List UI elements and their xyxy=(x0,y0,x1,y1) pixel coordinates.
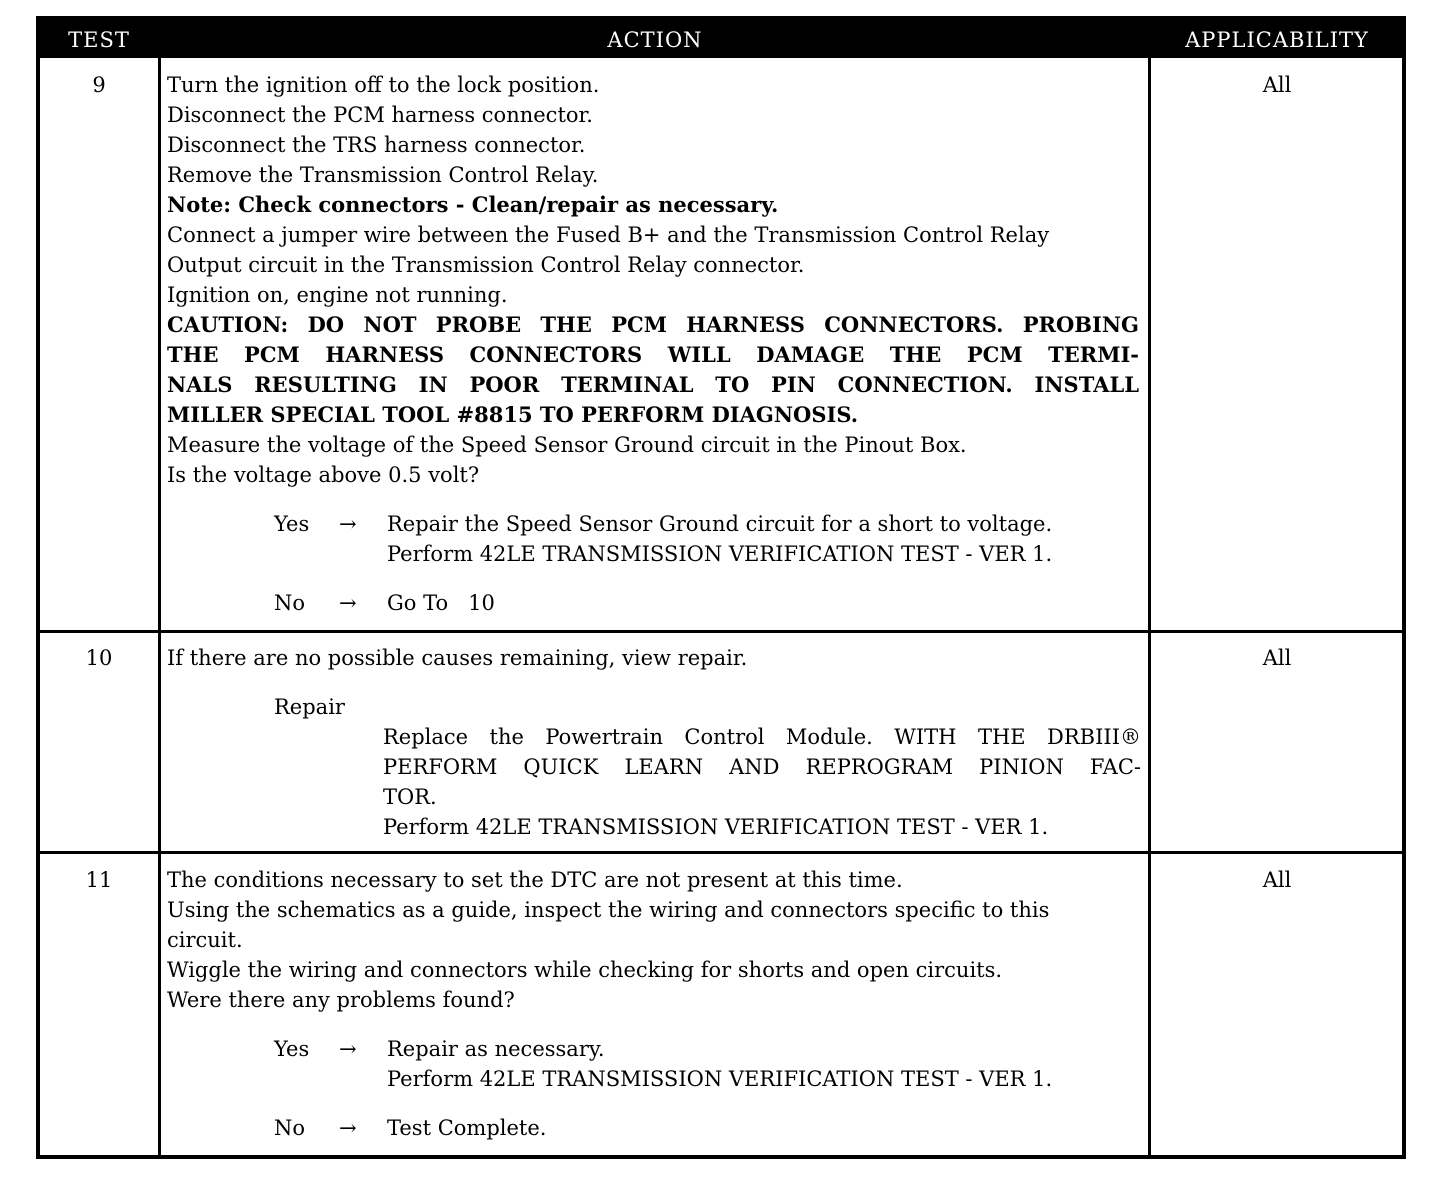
caution-line: NALS RESULTING IN POOR TERMINAL TO PIN CONNECTION. INSTALL xyxy=(167,372,1139,397)
action-line: Ignition on, engine not running. xyxy=(167,283,508,307)
action-line: Disconnect the TRS harness connector. xyxy=(167,133,586,157)
repair-line: Perform 42LE TRANSMISSION VERIFICATION TEST - VER 1. xyxy=(383,815,1049,839)
response-line: Repair as necessary. xyxy=(387,1037,605,1061)
note-line: Note: Check connectors - Clean/repair as necessary. xyxy=(167,192,779,217)
no-label: No xyxy=(274,1116,306,1140)
action-line: If there are no possible causes remaining, view repair. xyxy=(167,646,748,670)
action-line: The conditions necessary to set the DTC are not present at this time. xyxy=(167,868,903,892)
caution-line: CAUTION: DO NOT PROBE THE PCM HARNESS CONNECTORS. PROBING xyxy=(167,312,1139,337)
applicability-value: All xyxy=(1262,868,1292,892)
applicability-value: All xyxy=(1262,73,1292,97)
response-line: Repair the Speed Sensor Ground circuit for a short to voltage. xyxy=(387,512,1053,536)
caution-line: THE PCM HARNESS CONNECTORS WILL DAMAGE THE PCM TERMI- xyxy=(167,342,1139,367)
header-action: ACTION xyxy=(607,28,703,52)
column-divider xyxy=(1148,58,1151,1155)
response-line: Perform 42LE TRANSMISSION VERIFICATION TEST - VER 1. xyxy=(387,1067,1053,1091)
action-line: Measure the voltage of the Speed Sensor Ground circuit in the Pinout Box. xyxy=(167,433,967,457)
header-applicability: APPLICABILITY xyxy=(1185,28,1369,52)
response-line: Perform 42LE TRANSMISSION VERIFICATION TEST - VER 1. xyxy=(387,542,1053,566)
action-line: Is the voltage above 0.5 volt? xyxy=(167,463,480,487)
action-cell xyxy=(167,643,1147,842)
arrow-icon: → xyxy=(339,591,357,615)
test-number: 10 xyxy=(85,646,113,670)
arrow-icon: → xyxy=(339,1037,357,1061)
arrow-icon: → xyxy=(339,512,357,536)
no-label: No xyxy=(274,591,306,615)
action-line: Using the schematics as a guide, inspect the wiring and connectors specific to this xyxy=(167,898,1050,922)
yes-response xyxy=(167,509,1147,569)
action-cell xyxy=(167,70,1147,618)
repair-label: Repair xyxy=(274,695,345,719)
action-line: Turn the ignition off to the lock position. xyxy=(167,73,600,97)
response-line: Test Complete. xyxy=(387,1116,547,1140)
arrow-icon: → xyxy=(339,1116,357,1140)
header-test: TEST xyxy=(68,28,130,52)
test-number: 9 xyxy=(92,73,106,97)
yes-response xyxy=(167,1034,1147,1094)
repair-block xyxy=(167,692,1147,842)
repair-line: PERFORM QUICK LEARN AND REPROGRAM PINION FAC- xyxy=(383,755,1141,779)
no-response xyxy=(167,588,1147,618)
row-divider xyxy=(40,630,1402,633)
action-line: Connect a jumper wire between the Fused B+ and the Transmission Control Relay xyxy=(167,223,1050,247)
action-line: Were there any problems found? xyxy=(167,988,515,1012)
column-divider xyxy=(158,58,161,1155)
test-number: 11 xyxy=(85,868,113,892)
action-line: Remove the Transmission Control Relay. xyxy=(167,163,599,187)
table-header xyxy=(40,20,1402,58)
yes-label: Yes xyxy=(274,1037,310,1061)
action-line: Output circuit in the Transmission Control Relay connector. xyxy=(167,253,805,277)
repair-line: Replace the Powertrain Control Module. WITH THE DRBIII® xyxy=(383,725,1141,749)
diagnostic-table xyxy=(36,16,1406,1159)
action-line: Wiggle the wiring and connectors while checking for shorts and open circuits. xyxy=(167,958,1003,982)
caution-line: MILLER SPECIAL TOOL #8815 TO PERFORM DIAGNOSIS. xyxy=(167,402,859,427)
response-line: Go To 10 xyxy=(387,591,495,615)
no-response xyxy=(167,1113,1147,1143)
repair-line: TOR. xyxy=(383,785,437,809)
row-divider xyxy=(40,851,1402,854)
action-line: circuit. xyxy=(167,928,243,952)
action-line: Disconnect the PCM harness connector. xyxy=(167,103,593,127)
applicability-value: All xyxy=(1262,646,1292,670)
action-cell xyxy=(167,865,1147,1143)
yes-label: Yes xyxy=(274,512,310,536)
